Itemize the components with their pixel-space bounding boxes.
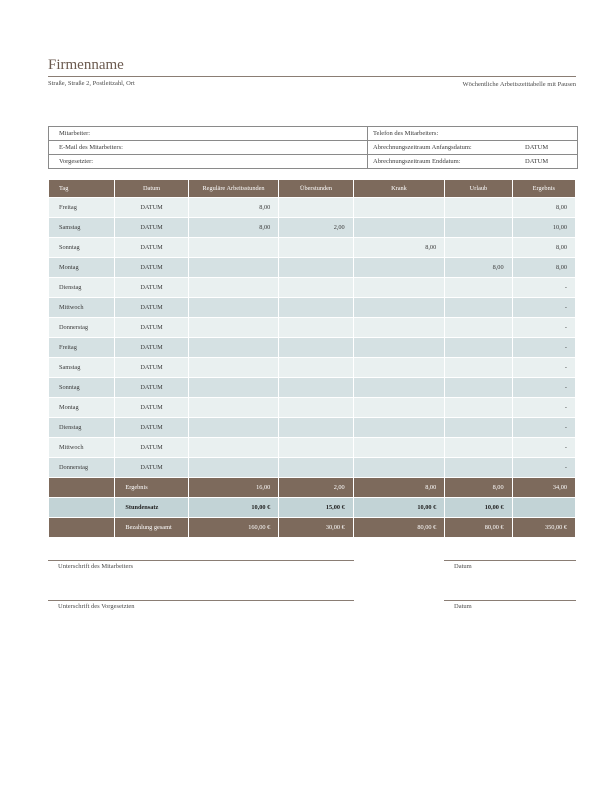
supervisor-date-line[interactable]	[444, 600, 576, 601]
cell-sick[interactable]	[354, 298, 445, 317]
cell-regular[interactable]	[189, 458, 279, 477]
cell-date[interactable]: DATUM	[115, 358, 187, 377]
cell-date[interactable]: DATUM	[115, 218, 187, 237]
employee-date-line[interactable]	[444, 560, 576, 561]
cell-vacation[interactable]	[445, 438, 511, 457]
end-date-label: Abrechnungszeitraum Enddatum:	[373, 158, 461, 165]
summary-overtime: 2,00	[279, 478, 352, 497]
table-row	[49, 198, 575, 217]
summary-sick: 8,00	[354, 478, 445, 497]
cell-date[interactable]: DATUM	[115, 238, 187, 257]
summary-total: 34,00	[513, 478, 575, 497]
table-row	[49, 398, 575, 417]
cell-regular[interactable]	[189, 358, 279, 377]
employee-info-box	[48, 126, 578, 169]
email-field[interactable]	[49, 141, 368, 154]
supervisor-date-label: Datum	[454, 603, 472, 610]
timesheet-table	[48, 179, 576, 538]
cell-sick[interactable]	[354, 258, 445, 277]
cell-regular[interactable]	[189, 418, 279, 437]
column-header-date: Datum	[115, 180, 187, 197]
cell-overtime[interactable]	[279, 198, 352, 217]
rate-regular[interactable]: 10,00 €	[189, 498, 279, 517]
cell-vacation[interactable]	[445, 198, 511, 217]
cell-vacation[interactable]	[445, 218, 511, 237]
cell-total: 8,00	[513, 238, 575, 257]
cell-regular[interactable]	[189, 378, 279, 397]
company-name: Firmenname	[48, 57, 124, 73]
cell-vacation[interactable]	[445, 458, 511, 477]
table-row	[49, 338, 575, 357]
cell-total: -	[513, 358, 575, 377]
pay-vacation: 80,00 €	[445, 518, 511, 537]
cell-date[interactable]: DATUM	[115, 398, 187, 417]
cell-total: -	[513, 298, 575, 317]
supervisor-field[interactable]	[49, 155, 368, 168]
supervisor-signature-line[interactable]	[48, 600, 354, 601]
table-header-row	[49, 180, 575, 197]
end-date-value: DATUM	[525, 158, 549, 165]
rate-sick[interactable]: 10,00 €	[354, 498, 445, 517]
table-row	[49, 298, 575, 317]
cell-overtime[interactable]	[279, 458, 352, 477]
column-header-overtime: Überstunden	[279, 180, 352, 197]
cell-overtime[interactable]	[279, 398, 352, 417]
cell-total: 10,00	[513, 218, 575, 237]
start-date-label: Abrechnungszeitraum Anfangsdatum:	[373, 144, 472, 151]
cell-overtime[interactable]	[279, 318, 352, 337]
cell-date[interactable]: DATUM	[115, 298, 187, 317]
cell-total: -	[513, 418, 575, 437]
column-header-sick: Krank	[354, 180, 445, 197]
table-row	[49, 318, 575, 337]
table-row	[49, 238, 575, 257]
rate-row	[49, 498, 575, 517]
employee-signature-line[interactable]	[48, 560, 354, 561]
column-header-total: Ergebnis	[513, 180, 575, 197]
cell-overtime[interactable]	[279, 278, 352, 297]
cell-vacation[interactable]	[445, 358, 511, 377]
summary-vacation: 8,00	[445, 478, 511, 497]
cell-vacation[interactable]	[445, 398, 511, 417]
cell-total: -	[513, 398, 575, 417]
table-row	[49, 258, 575, 277]
phone-field[interactable]	[368, 127, 577, 140]
pay-label: Bezahlung gesamt	[115, 518, 187, 537]
cell-overtime[interactable]	[279, 378, 352, 397]
cell-date[interactable]: DATUM	[115, 338, 187, 357]
cell-regular[interactable]	[189, 318, 279, 337]
cell-day[interactable]: Sonntag	[49, 378, 114, 397]
cell-total: -	[513, 458, 575, 477]
cell-regular[interactable]	[189, 398, 279, 417]
cell-sick[interactable]	[354, 358, 445, 377]
supervisor-signature-label: Unterschrift des Vorgesetzten	[58, 603, 135, 610]
cell-day[interactable]: Freitag	[49, 338, 114, 357]
cell-day[interactable]: Mittwoch	[49, 298, 114, 317]
cell-day[interactable]: Dienstag	[49, 278, 114, 297]
document-title: Wöchentliche Arbeitszeittabelle mit Pausen	[462, 81, 576, 88]
cell-overtime[interactable]	[279, 418, 352, 437]
cell-sick[interactable]	[354, 198, 445, 217]
cell-regular[interactable]	[189, 438, 279, 457]
cell-total: -	[513, 278, 575, 297]
summary-label: Ergebnis	[115, 478, 187, 497]
cell-day[interactable]: Freitag	[49, 198, 114, 217]
cell-regular[interactable]	[189, 238, 279, 257]
cell-vacation[interactable]	[445, 318, 511, 337]
phone-label: Telefon des Mitarbeiters:	[373, 130, 439, 137]
cell-total: 8,00	[513, 198, 575, 217]
cell-day[interactable]: Donnerstag	[49, 458, 114, 477]
cell-vacation[interactable]	[445, 378, 511, 397]
cell-day[interactable]: Montag	[49, 258, 114, 277]
cell-overtime[interactable]	[279, 358, 352, 377]
cell-day[interactable]: Montag	[49, 398, 114, 417]
start-date-field[interactable]	[368, 141, 577, 154]
cell-total: -	[513, 438, 575, 457]
start-date-value: DATUM	[525, 144, 549, 151]
cell-regular[interactable]	[189, 338, 279, 357]
cell-day[interactable]: Samstag	[49, 218, 114, 237]
cell-day[interactable]: Dienstag	[49, 418, 114, 437]
column-header-day: Tag	[49, 180, 114, 197]
pay-row	[49, 518, 575, 537]
column-header-regular: Reguläre Arbeitsstunden	[189, 180, 279, 197]
cell-date[interactable]: DATUM	[115, 378, 187, 397]
cell-vacation[interactable]	[445, 298, 511, 317]
summary-regular: 16,00	[189, 478, 279, 497]
cell-date[interactable]: DATUM	[115, 198, 187, 217]
cell-date[interactable]: DATUM	[115, 278, 187, 297]
cell-sick[interactable]	[354, 378, 445, 397]
column-header-vacation: Urlaub	[445, 180, 511, 197]
cell-overtime[interactable]	[279, 298, 352, 317]
cell-regular[interactable]: 8,00	[189, 198, 279, 217]
cell-sick[interactable]	[354, 418, 445, 437]
cell-overtime[interactable]: 2,00	[279, 218, 352, 237]
table-row	[49, 418, 575, 437]
cell-total: -	[513, 318, 575, 337]
cell-regular[interactable]	[189, 278, 279, 297]
cell-vacation[interactable]	[445, 278, 511, 297]
employee-date-label: Datum	[454, 563, 472, 570]
cell-overtime[interactable]	[279, 258, 352, 277]
cell-sick[interactable]	[354, 438, 445, 457]
cell-total: -	[513, 378, 575, 397]
cell-sick[interactable]	[354, 318, 445, 337]
cell-sick[interactable]	[354, 458, 445, 477]
cell-day[interactable]: Mittwoch	[49, 438, 114, 457]
cell-vacation[interactable]: 8,00	[445, 258, 511, 277]
pay-total: 350,00 €	[513, 518, 575, 537]
supervisor-label: Vorgesetzter:	[59, 158, 94, 165]
cell-overtime[interactable]	[279, 238, 352, 257]
cell-day[interactable]: Sonntag	[49, 238, 114, 257]
cell-vacation[interactable]	[445, 238, 511, 257]
employee-field[interactable]	[49, 127, 368, 140]
table-row	[49, 458, 575, 477]
cell-overtime[interactable]	[279, 338, 352, 357]
pay-regular: 160,00 €	[189, 518, 279, 537]
employee-signature-label: Unterschrift des Mitarbeiters	[58, 563, 134, 570]
cell-date[interactable]: DATUM	[115, 438, 187, 457]
cell-total: 8,00	[513, 258, 575, 277]
cell-date[interactable]: DATUM	[115, 258, 187, 277]
rate-label: Stundensatz	[115, 498, 187, 517]
cell-day[interactable]: Samstag	[49, 358, 114, 377]
pay-sick: 80,00 €	[354, 518, 445, 537]
header-divider	[48, 76, 576, 77]
table-row	[49, 218, 575, 237]
cell-vacation[interactable]	[445, 338, 511, 357]
end-date-field[interactable]	[368, 155, 577, 168]
pay-overtime: 30,00 €	[279, 518, 352, 537]
cell-total: -	[513, 338, 575, 357]
table-row	[49, 438, 575, 457]
cell-date[interactable]: DATUM	[115, 318, 187, 337]
cell-sick[interactable]	[354, 398, 445, 417]
cell-date[interactable]: DATUM	[115, 458, 187, 477]
table-row	[49, 378, 575, 397]
cell-vacation[interactable]	[445, 418, 511, 437]
cell-day[interactable]: Donnerstag	[49, 318, 114, 337]
cell-overtime[interactable]	[279, 438, 352, 457]
cell-regular[interactable]	[189, 258, 279, 277]
company-address: Straße, Straße 2, Postleitzahl, Ort	[48, 80, 135, 87]
cell-sick[interactable]	[354, 278, 445, 297]
summary-row	[49, 478, 575, 497]
table-row	[49, 278, 575, 297]
rate-vacation[interactable]: 10,00 €	[445, 498, 511, 517]
email-label: E-Mail des Mitarbeiters:	[59, 144, 123, 151]
rate-overtime[interactable]: 15,00 €	[279, 498, 352, 517]
cell-regular[interactable]	[189, 298, 279, 317]
table-row	[49, 358, 575, 377]
cell-regular[interactable]: 8,00	[189, 218, 279, 237]
cell-date[interactable]: DATUM	[115, 418, 187, 437]
cell-sick[interactable]: 8,00	[354, 238, 445, 257]
cell-sick[interactable]	[354, 338, 445, 357]
employee-label: Mitarbeiter:	[59, 130, 91, 137]
cell-sick[interactable]	[354, 218, 445, 237]
